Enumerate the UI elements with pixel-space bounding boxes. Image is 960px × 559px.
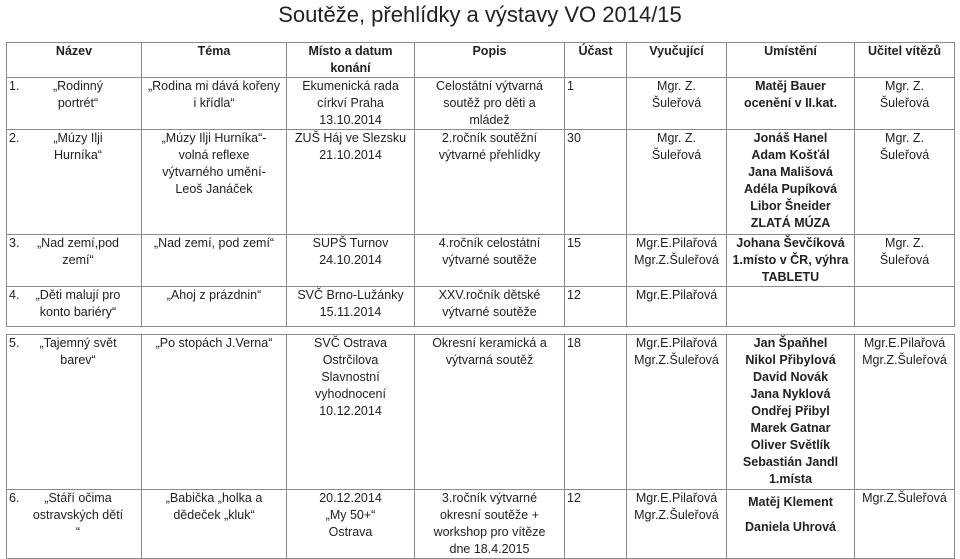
count-cell xyxy=(565,490,627,559)
placement-cell xyxy=(727,335,855,490)
placement-cell xyxy=(727,287,855,327)
placement-line: Ondřej Přibyl xyxy=(751,404,830,418)
teacher-line: Mgr. Z. xyxy=(657,79,696,93)
place-cell-line: ZUŠ Háj ve Slezsku xyxy=(294,131,407,145)
winner-teacher-cell xyxy=(855,130,955,235)
participant-count: 15 xyxy=(567,236,581,250)
topic-cell xyxy=(142,130,287,235)
competition-name-line: „Tajemný svět xyxy=(39,336,117,350)
desc-cell xyxy=(415,490,565,559)
winner-teacher-cell xyxy=(855,335,955,490)
winner-teacher-line: Šuleřová xyxy=(879,253,930,267)
teacher-cell xyxy=(627,235,727,287)
topic-cell-line: výtvarného umění- xyxy=(162,165,266,179)
teacher-line: Mgr.E.Pilařová xyxy=(635,491,718,505)
header-topic: Téma xyxy=(142,43,287,78)
teacher-line: Mgr. Z. xyxy=(657,131,696,145)
topic-cell xyxy=(142,490,287,559)
placement-line: Daniela Uhrová xyxy=(744,520,836,534)
winner-teacher-cell xyxy=(855,490,955,559)
topic-cell xyxy=(142,335,287,490)
placement-line: Matěj Bauer xyxy=(755,79,826,93)
name-cell xyxy=(7,490,142,559)
place-cell-line: Ekumenická rada xyxy=(302,79,399,93)
winner-teacher-line: Mgr.Z.Šuleřová xyxy=(862,353,947,367)
place-cell xyxy=(287,130,415,235)
table-row xyxy=(7,130,955,235)
winner-teacher-line: Mgr. Z. xyxy=(885,79,924,93)
count-cell xyxy=(565,335,627,490)
table-gap-cell xyxy=(7,327,955,335)
competition-name-line: „Rodinný xyxy=(52,79,104,93)
competition-name xyxy=(23,490,133,541)
topic-cell-line: „Múzy Ilji Hurníka“- xyxy=(161,131,267,145)
place-cell xyxy=(287,287,415,327)
desc-cell-line: 4.ročník celostátní xyxy=(438,236,541,250)
header-row xyxy=(7,43,955,78)
winner-teacher-line: Šuleřová xyxy=(879,96,930,110)
place-cell-line: Slavnostní xyxy=(321,370,380,384)
placement-line: Libor Šneider xyxy=(750,199,831,213)
placement-line: Oliver Světlík xyxy=(750,438,831,452)
desc-cell-line: Celostátní výtvarná xyxy=(436,79,543,93)
placement-line: Marek Gatnar xyxy=(750,421,831,435)
topic-cell-line: „Rodina mi dává kořeny xyxy=(147,79,280,93)
table-row xyxy=(7,235,955,287)
place-cell-line: Ostrčilova xyxy=(322,353,379,367)
desc-cell-line: výtvarné přehlídky xyxy=(438,148,541,162)
desc-cell xyxy=(415,78,565,130)
desc-cell-line: výtvarná soutěž xyxy=(445,353,534,367)
topic-cell-line: i křídla“ xyxy=(193,96,235,110)
placement-line: Jana Nyklová xyxy=(750,387,831,401)
placement-cell xyxy=(727,78,855,130)
topic-cell xyxy=(142,78,287,130)
placement-line: David Novák xyxy=(752,370,829,384)
count-cell xyxy=(565,235,627,287)
header-place: Místo a datum konání xyxy=(287,43,415,78)
competition-name-line: „Stáří očima xyxy=(44,491,112,505)
competition-name xyxy=(23,235,133,269)
place-cell-line: SVČ Brno-Lužánky xyxy=(297,288,404,302)
placement-line: Jana Mališová xyxy=(748,165,833,179)
topic-cell-line: volná reflexe xyxy=(178,148,250,162)
placement-line: Sebastián Jandl xyxy=(742,455,839,469)
place-cell xyxy=(287,78,415,130)
winner-teacher-line: Mgr. Z. xyxy=(885,131,924,145)
winner-teacher-line: Mgr.Z.Šuleřová xyxy=(862,491,947,505)
desc-cell-line: 3.ročník výtvarné xyxy=(441,491,538,505)
topic-cell xyxy=(142,287,287,327)
participant-count: 12 xyxy=(567,491,581,505)
topic-cell-line: dědeček „kluk“ xyxy=(173,508,255,522)
row-index: 6. xyxy=(9,491,20,505)
desc-cell-line: výtvarné soutěže xyxy=(442,305,537,319)
desc-cell-line: okresní soutěže + xyxy=(439,508,540,522)
name-cell xyxy=(7,335,142,490)
competition-name xyxy=(23,78,133,112)
count-cell xyxy=(565,287,627,327)
desc-cell-line: Okresní keramická a xyxy=(432,336,547,350)
desc-cell xyxy=(415,287,565,327)
desc-cell xyxy=(415,130,565,235)
place-cell-line: „My 50+“ xyxy=(325,508,376,522)
winner-teacher-cell xyxy=(855,287,955,327)
teacher-cell xyxy=(627,287,727,327)
placement-line: 1.místa xyxy=(768,472,813,486)
winner-teacher-line: Šuleřová xyxy=(879,148,930,162)
competition-name-line: barev“ xyxy=(60,353,96,367)
competition-name-line: “ xyxy=(75,525,81,539)
placement-line: Jonáš Hanel xyxy=(753,131,828,145)
competitions-table xyxy=(6,42,955,559)
teacher-line: Šuleřová xyxy=(651,96,702,110)
competition-name xyxy=(23,130,133,164)
desc-cell-line: 2.ročník soutěžní xyxy=(441,131,538,145)
placement-line: TABLETU xyxy=(761,270,820,284)
placement-line: Johana Ševčíková xyxy=(736,236,845,250)
teacher-line: Mgr.Z.Šuleřová xyxy=(634,353,719,367)
competition-name-line: ostravských dětí xyxy=(32,508,124,522)
topic-cell xyxy=(142,235,287,287)
place-cell-line: Ostrava xyxy=(328,525,373,539)
name-cell xyxy=(7,235,142,287)
competitions-table-container xyxy=(0,42,960,559)
competition-name xyxy=(23,287,133,321)
teacher-line: Mgr.Z.Šuleřová xyxy=(634,253,719,267)
competition-name-line: konto bariéry“ xyxy=(39,305,117,319)
place-cell xyxy=(287,335,415,490)
teacher-line: Mgr.E.Pilařová xyxy=(635,236,718,250)
winner-teacher-line: Mgr.E.Pilařová xyxy=(863,336,946,350)
desc-cell-line: soutěž pro děti a xyxy=(443,96,536,110)
row-index: 4. xyxy=(9,288,20,302)
place-cell-line: 20.12.2014 xyxy=(319,491,382,505)
desc-cell-line: mládež xyxy=(469,113,510,127)
placement-line: Adéla Pupíková xyxy=(743,182,838,196)
name-cell xyxy=(7,287,142,327)
teacher-line: Mgr.E.Pilařová xyxy=(635,288,718,302)
topic-cell-line: „Ahoj z prázdnin“ xyxy=(166,288,262,302)
row-index: 3. xyxy=(9,236,20,250)
placement-cell xyxy=(727,130,855,235)
table-row xyxy=(7,78,955,130)
table-gap xyxy=(7,327,955,335)
competition-name-line: Hurníka“ xyxy=(54,148,102,162)
count-cell xyxy=(565,78,627,130)
place-cell xyxy=(287,235,415,287)
competition-name-line: „Nad zemí,pod xyxy=(37,236,119,250)
table-row xyxy=(7,490,955,559)
header-teacher: Vyučující xyxy=(627,43,727,78)
place-cell-line: SVČ Ostrava xyxy=(314,336,387,350)
placement-line: Adam Košťál xyxy=(751,148,830,162)
teacher-line: Mgr.E.Pilařová xyxy=(635,336,718,350)
participant-count: 12 xyxy=(567,288,581,302)
competition-name-line: portrét“ xyxy=(57,96,99,110)
place-cell-line: 15.11.2014 xyxy=(319,305,382,319)
name-cell xyxy=(7,78,142,130)
participant-count: 18 xyxy=(567,336,581,350)
winner-teacher-cell xyxy=(855,78,955,130)
teacher-cell xyxy=(627,490,727,559)
place-cell xyxy=(287,490,415,559)
placement-line: ocenění v II.kat. xyxy=(743,96,838,110)
desc-cell-line: workshop pro vítěze xyxy=(433,525,546,539)
header-name: Název xyxy=(7,43,142,78)
row-index: 1. xyxy=(9,79,20,93)
placement-cell xyxy=(727,490,855,559)
topic-cell-line: „Nad zemí, pod zemí“ xyxy=(153,236,275,250)
competition-name-line: zemí“ xyxy=(62,253,94,267)
competition-name-line: „Děti malují pro xyxy=(35,288,121,302)
winner-teacher-line: Mgr. Z. xyxy=(885,236,924,250)
place-cell-line: 21.10.2014 xyxy=(319,148,382,162)
winner-teacher-cell xyxy=(855,235,955,287)
teacher-line: Šuleřová xyxy=(651,148,702,162)
place-cell-line: 10.12.2014 xyxy=(319,404,382,418)
name-cell xyxy=(7,130,142,235)
topic-cell-line: „Babička „holka a xyxy=(165,491,263,505)
header-desc: Popis xyxy=(415,43,565,78)
header-winner-teacher: Učitel vítězů xyxy=(855,43,955,78)
teacher-cell xyxy=(627,78,727,130)
placement-line: 1.místo v ČR, výhra xyxy=(732,253,849,267)
desc-cell-line: dne 18.4.2015 xyxy=(449,542,530,556)
place-cell-line: 13.10.2014 xyxy=(319,113,382,127)
place-cell-line: vyhodnocení xyxy=(315,387,386,401)
participant-count: 1 xyxy=(567,79,574,93)
count-cell xyxy=(565,130,627,235)
row-index: 2. xyxy=(9,131,20,145)
place-cell-line: SUPŠ Turnov xyxy=(312,236,389,250)
participant-count: 30 xyxy=(567,131,581,145)
desc-cell-line: XXV.ročník dětské xyxy=(438,288,541,302)
teacher-cell xyxy=(627,335,727,490)
teacher-cell xyxy=(627,130,727,235)
place-cell-line: 24.10.2014 xyxy=(319,253,382,267)
competition-name xyxy=(23,335,133,369)
desc-cell xyxy=(415,335,565,490)
placement-line: Jan Špaňhel xyxy=(753,336,828,350)
competition-name-line: „Múzy Ilji xyxy=(53,131,103,145)
desc-cell-line: výtvarné soutěže xyxy=(442,253,537,267)
row-index: 5. xyxy=(9,336,20,350)
placement-cell xyxy=(727,235,855,287)
header-count: Účast xyxy=(565,43,627,78)
desc-cell xyxy=(415,235,565,287)
placement-line: Nikol Přibylová xyxy=(745,353,836,367)
placement-line: ZLATÁ MÚZA xyxy=(750,216,831,230)
table-row xyxy=(7,335,955,490)
page-title: Soutěže, přehlídky a výstavy VO 2014/15 xyxy=(278,2,682,27)
topic-cell-line: „Po stopách J.Verna“ xyxy=(155,336,273,350)
placement-line: Matěj Klement xyxy=(748,495,833,509)
place-cell-line: církví Praha xyxy=(317,96,384,110)
topic-cell-line: Leoš Janáček xyxy=(175,182,253,196)
table-row xyxy=(7,287,955,327)
header-placement: Umístění xyxy=(727,43,855,78)
teacher-line: Mgr.Z.Šuleřová xyxy=(634,508,719,522)
